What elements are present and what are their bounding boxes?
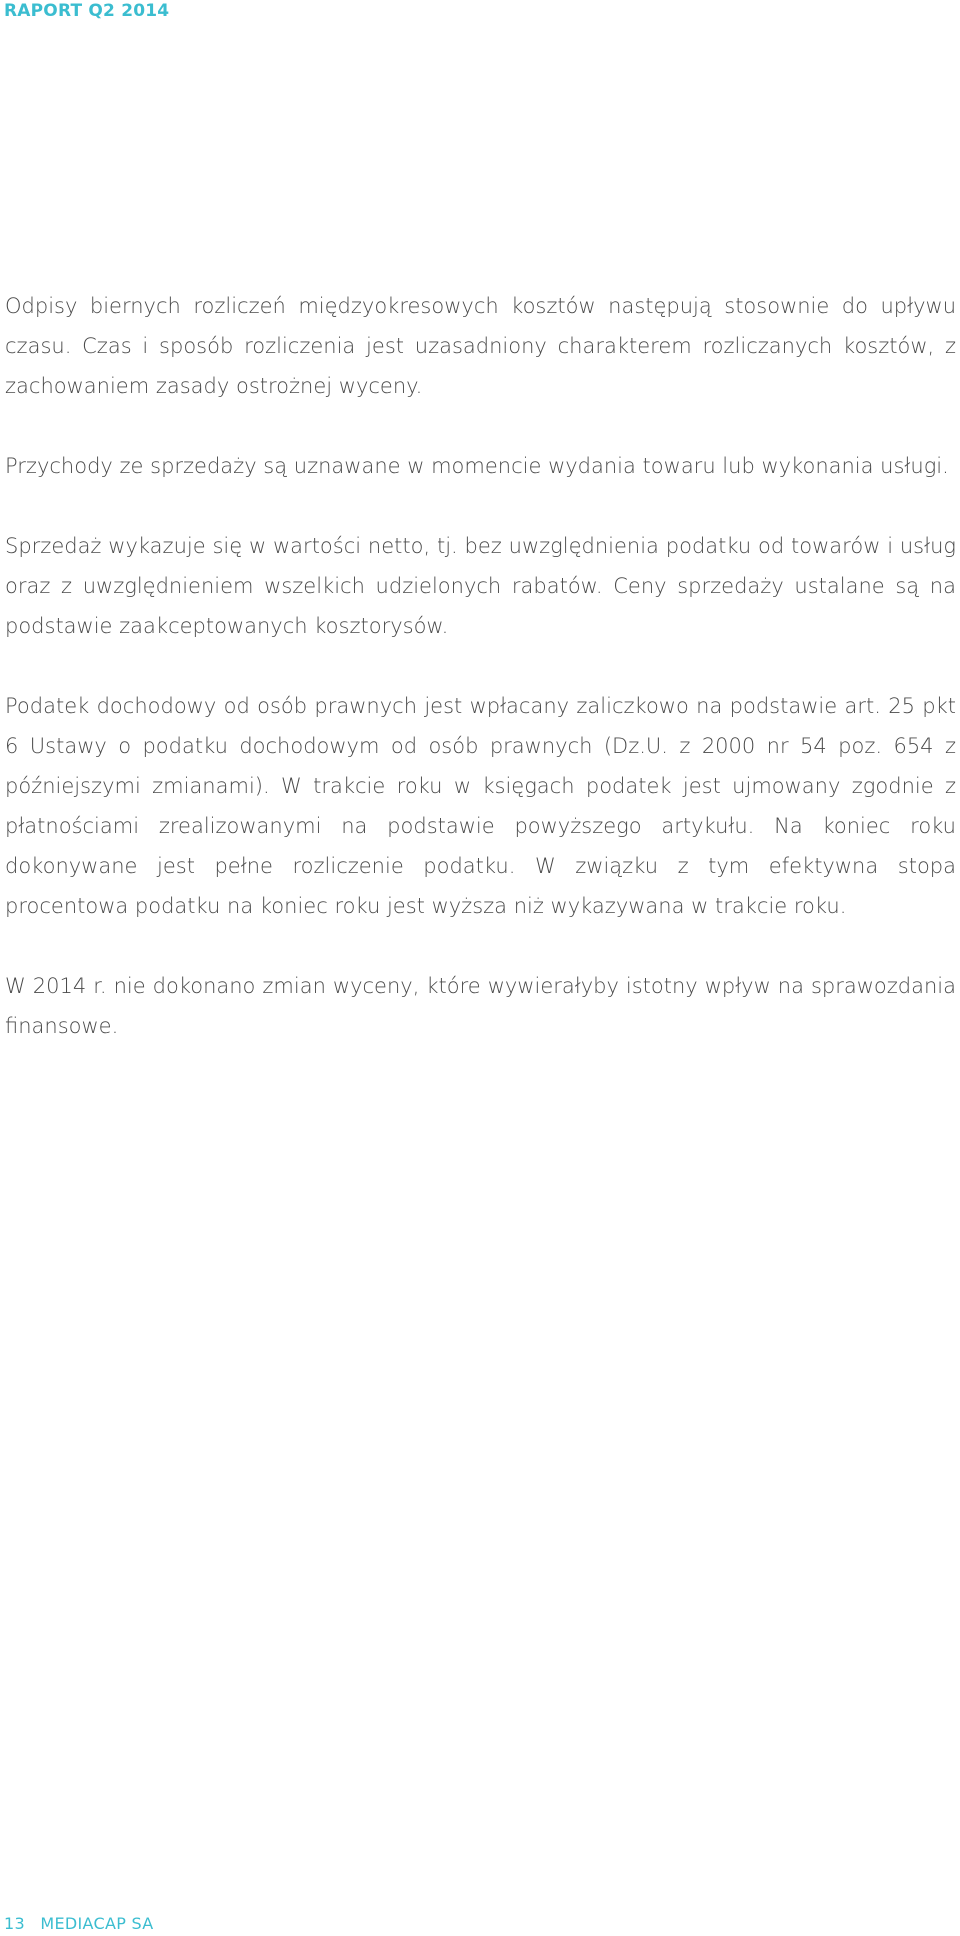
page-number: 13 [4,1914,25,1933]
document-body [5,286,956,1086]
paragraph-valuation-changes: W 2014 r. nie dokonano zmian wyceny, które wywierałyby istotny wpływ na sprawozdania finansowe. [5,974,956,1038]
paragraph-sales-net-value: Sprzedaż wykazuje się w wartości netto, tj. bez uwzględnienia podatku od towarów i usług oraz z uwzględnieniem wszelkich udzielonych rabatów. Ceny sprzedaży ustalane są na podstawie zaakceptowanych kosztorysów. [5,534,956,638]
paragraph-accruals: Odpisy biernych rozliczeń międzyokresowych kosztów następują stosownie do upływu czasu. Czas i sposób rozliczenia jest uzasadniony charakterem rozliczanych kosztów, z zachowaniem zasady ostrożnej wyceny. [5,294,956,398]
report-header: RAPORT Q2 2014 [4,1,170,21]
company-name: MEDIACAP SA [40,1914,154,1933]
page-footer [4,1914,154,1934]
paragraph-income-tax: Podatek dochodowy od osób prawnych jest wpłacany zaliczkowo na podstawie art. 25 pkt 6 Ustawy o podatku dochodowym od osób prawnych (Dz.U. z 2000 nr 54 poz. 654 z późniejszymi zmianami). W trakcie roku w księgach podatek jest ujmowany zgodnie z płatnościami zrealizowanymi na podstawie powyższego artykułu. Na koniec roku dokonywane jest pełne rozliczenie podatku. W związku z tym efektywna stopa procentowa podatku na koniec roku jest wyższa niż wykazywana w trakcie roku. [5,694,956,918]
paragraph-revenue-recognition: Przychody ze sprzedaży są uznawane w momencie wydania towaru lub wykonania usługi. [5,454,949,478]
